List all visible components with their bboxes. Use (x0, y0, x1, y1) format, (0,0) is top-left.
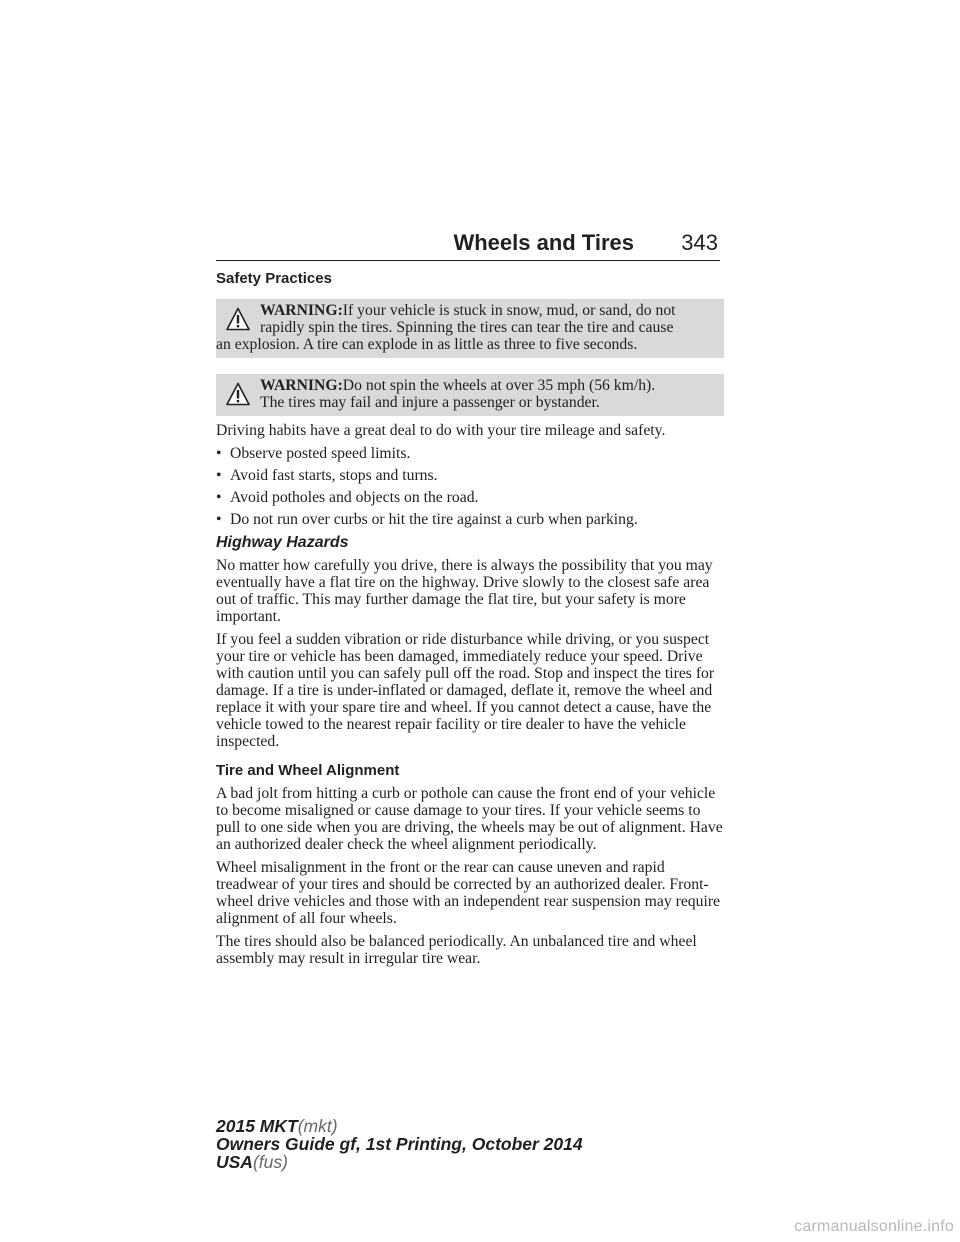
warning-label: WARNING: (260, 377, 343, 394)
warning-text-line: an explosion. A tire can explode in as little as three to five seconds. (216, 336, 638, 353)
bullet-icon: • (216, 445, 222, 462)
warning-text-line: rapidly spin the tires. Spinning the tires can tear the tire and cause (260, 319, 674, 336)
driving-habits-list (216, 445, 724, 528)
print-footer (216, 1117, 583, 1171)
body-paragraph: Wheel misalignment in the front or the rear can cause uneven and rapid treadwear of your tires and should be corrected by an authorized dealer. Front-wheel drive vehicles and those with an independent rear suspension may require alignment of all four wheels. (216, 859, 721, 927)
warning-text-line: If your vehicle is stuck in snow, mud, or sand, do not (342, 302, 676, 319)
list-item: • Do not run over curbs or hit the tire against a curb when parking. (216, 511, 638, 528)
footer-model-code: (mkt) (297, 1116, 338, 1136)
body-paragraph: The tires should also be balanced periodically. An unbalanced tire and wheel assembly may result in irregular tire wear. (216, 933, 697, 967)
bullet-icon: • (216, 467, 222, 484)
alignment-heading: Tire and Wheel Alignment (216, 762, 400, 779)
warning-triangle-icon (226, 307, 250, 331)
warning-text-line: Do not spin the wheels at over 35 mph (56 km/h). (342, 377, 656, 394)
bullet-icon: • (216, 511, 222, 528)
watermark: carmanualsonline.info (794, 1218, 954, 1235)
footer-market-code: (fus) (252, 1152, 288, 1172)
page-number: 343 (681, 230, 718, 255)
warning-box (216, 299, 724, 358)
body-paragraph: No matter how carefully you drive, there is always the possibility that you may eventually have a flat tire on the highway. Drive slowly to the closest safe area out of traffic. This may further damage the flat tire, but your safety is more important. (216, 557, 713, 625)
list-item: • Avoid fast starts, stops and turns. (216, 467, 438, 484)
footer-market: USA (216, 1152, 253, 1172)
section-title: Wheels and Tires (453, 230, 634, 255)
list-item: • Avoid potholes and objects on the road. (216, 489, 479, 506)
page-header (216, 228, 720, 261)
warning-label: WARNING: (260, 302, 343, 319)
highway-hazards-heading: Highway Hazards (216, 534, 349, 551)
safety-practices-heading: Safety Practices (216, 270, 332, 287)
page-content (216, 269, 724, 973)
warning-text-line: The tires may fail and injure a passenger or bystander. (260, 394, 600, 411)
footer-guide: Owners Guide gf, 1st Printing, October 2014 (216, 1134, 583, 1154)
body-paragraph: If you feel a sudden vibration or ride disturbance while driving, or you suspect your tire or vehicle has been damaged, immediately reduce your speed. Drive with caution until you can safely pull off the road. Stop and inspect the tires for damage. If a tire is under-inflated or damaged, deflate it, remove the wheel and replace it with your spare tire and wheel. If you cannot detect a cause, have the vehicle towed to the nearest repair facility or tire dealer to have the vehicle inspected. (216, 631, 715, 750)
footer-model: 2015 MKT (216, 1116, 298, 1136)
bullet-icon: • (216, 489, 222, 506)
intro-paragraph: Driving habits have a great deal to do with your tire mileage and safety. (216, 422, 666, 439)
warning-triangle-icon (226, 382, 250, 406)
list-item: • Observe posted speed limits. (216, 445, 411, 462)
warning-box (216, 374, 724, 416)
body-paragraph: A bad jolt from hitting a curb or pothole can cause the front end of your vehicle to become misaligned or cause damage to your tires. If your vehicle seems to pull to one side when you are driving, the wheels may be out of alignment. Have an authorized dealer check the wheel alignment periodically. (216, 785, 723, 853)
